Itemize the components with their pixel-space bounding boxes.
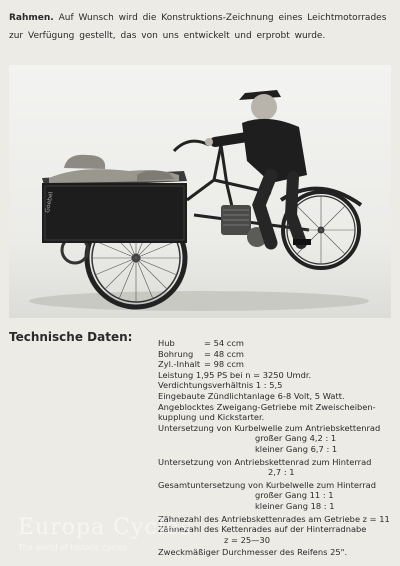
watermark-tagline: The world of historic cycles: [18, 543, 128, 552]
spec-getriebe-1: Angeblocktes Zweigang-Getriebe mit Zweischeiben-: [158, 401, 376, 412]
spec-untersetzung-1-klein: kleiner Gang 6,7 : 1: [255, 443, 338, 454]
spec-getriebe-2: kupplung und Kickstarter.: [158, 412, 265, 423]
spec-untersetzung-2: Untersetzung von Antriebskettenrad zum Hinterrad: [158, 456, 372, 467]
tech-heading: Technische Daten:: [9, 330, 133, 344]
spec-hub: Hub = 54 ccm: [158, 338, 244, 348]
spec-gesamt: Gesamtuntersetzung von Kurbelwelle zum Hinterrad: [158, 479, 377, 490]
spec-zaehne-1: Zähnezahl des Antriebskettenrades am Getriebe z = 11: [158, 513, 390, 524]
svg-text:Goebel: Goebel: [44, 191, 55, 214]
spec-zylinder: Zyl.-Inhalt = 98 ccm: [158, 359, 244, 370]
spec-untersetzung-1: Untersetzung von Kurbelwelle zum Antriebskettenrad: [158, 422, 381, 433]
spec-gesamt-gross: großer Gang 11 : 1: [255, 490, 334, 501]
spec-reifen: Zweckmäßiger Durchmesser des Reifens 25".: [158, 547, 348, 558]
spec-zuendlicht: Eingebaute Zündlichtanlage 6-8 Volt, 5 Watt.: [158, 390, 345, 401]
intro-paragraph: [9, 9, 389, 45]
spec-bohrung: Bohrung = 48 ccm: [158, 348, 244, 359]
spec-untersetzung-1-gross: großer Gang 4,2 : 1: [255, 433, 337, 444]
spec-untersetzung-2-value: 2,7 : 1: [268, 467, 295, 478]
spec-zaehne-2: Zähnezahl des Kettenrades auf der Hinterradnabe: [158, 524, 367, 535]
photo-tricycle: [9, 65, 391, 318]
spec-zaehne-2-value: z = 25—30: [224, 534, 270, 545]
spec-verdichtung: Verdichtungsverhältnis 1 : 5,5: [158, 380, 283, 391]
intro-text: Auf Wunsch wird die Konstruktions-Zeichnung eines Leichtmotorrades zur Verfügung gestellt, das von uns entwickelt und erprobt wurde.: [9, 13, 387, 41]
spec-gesamt-klein: kleiner Gang 18 : 1: [255, 500, 335, 511]
tech-specs: [158, 338, 392, 558]
watermark-logo: Europa Cycles: [18, 515, 193, 540]
spec-leistung: Leistung 1,95 PS bei n = 3250 Umdr.: [158, 369, 312, 380]
intro-heading: Rahmen.: [9, 13, 54, 23]
